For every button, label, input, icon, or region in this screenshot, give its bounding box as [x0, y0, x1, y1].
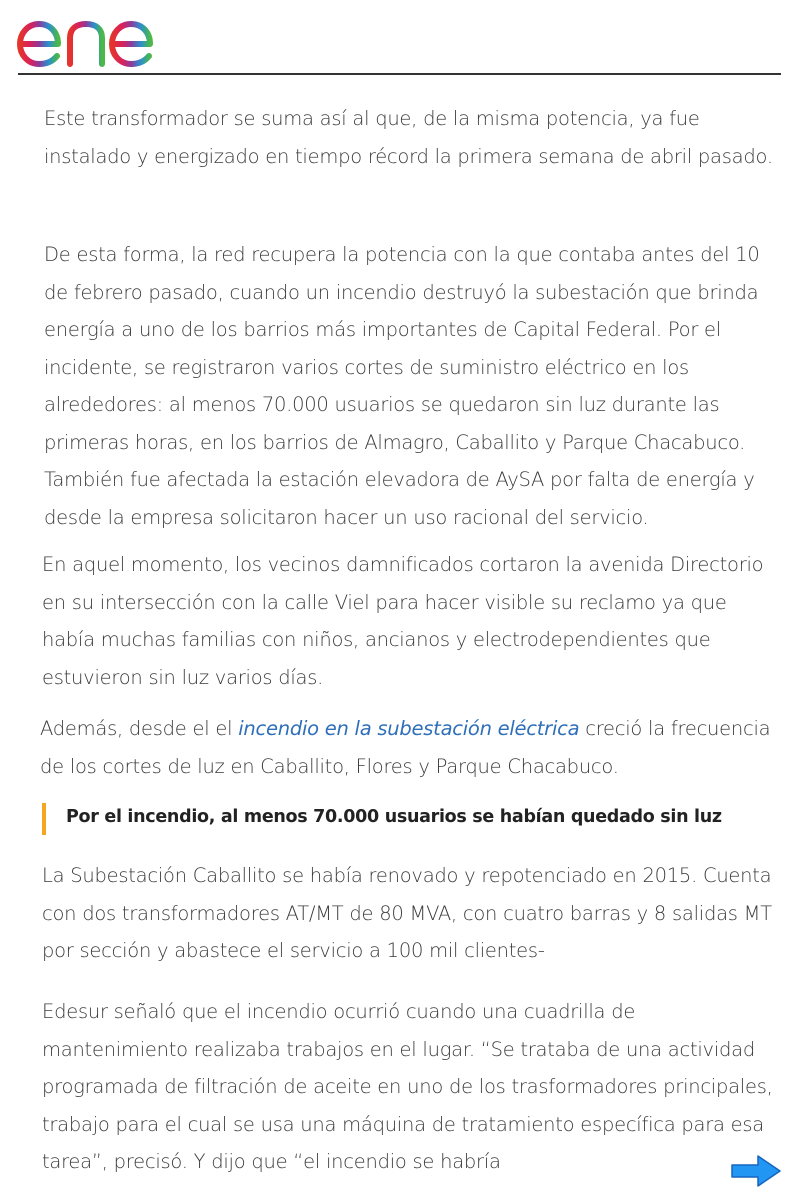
pull-quote [42, 803, 782, 835]
article-paragraph: La Subestación Caballito se había renovado y repotenciado en 2015. Cuenta con dos transformadores AT/MT de 80 MVA, con cuatro barras y 8 salidas MT por sección y abastece el servicio a 100 mil clientes- [42, 864, 772, 962]
article-paragraph: De esta forma, la red recupera la potencia con la que contaba antes del 10 de febrero pasado, cuando un incendio destruyó la subestación que brinda energía a uno de los barrios más importantes de Capital Federal. Por el incidente, se registraron varios cortes de suministro eléctrico en los alrededores: al menos 70.000 usuarios se quedaron sin luz durante las primeras horas, en los barrios de Almagro, Caballito y Parque Chacabuco. También fue afectada la estación elevadora de AySA por falta de energía y desde la empresa solicitaron hacer un uso racional del servicio. [44, 243, 760, 529]
quote-accent-bar [42, 803, 46, 835]
enel-logo[interactable] [14, 6, 184, 70]
arrow-right-icon [730, 1153, 782, 1189]
article-paragraph: Este transformador se suma así al que, de la misma potencia, ya fue instalado y energizado en tiempo récord la primera semana de abril pasado. [44, 107, 773, 168]
article-paragraph: Edesur señaló que el incendio ocurrió cuando una cuadrilla de mantenimiento realizaba trabajos en el lugar. “Se trataba de una actividad programada de filtración de aceite en uno de los trasformadores principales, trabajo para el cual se usa una máquina de tratamiento específica para esa tarea”, precisó. Y dijo que “el incendio se habría [42, 1000, 773, 1173]
article-paragraph: En aquel momento, los vecinos damnificados cortaron la avenida Directorio en su intersección con la calle Viel para hacer visible su reclamo ya que había muchas familias con niños, ancianos y electrodependientes que estuvieron sin luz varios días. [42, 553, 764, 689]
next-page-button[interactable] [730, 1153, 782, 1189]
paragraph-text: creció la frecuencia de los cortes de luz en Caballito, Flores y Parque Chacabuco. [40, 717, 771, 778]
pull-quote-text: Por el incendio, al menos 70.000 usuarios se habían quedado sin luz [66, 807, 722, 827]
paragraph-text: Además, desde el el [40, 717, 239, 740]
header-divider [18, 73, 781, 75]
article-paragraph [40, 710, 780, 785]
incendio-subestacion-link[interactable]: incendio en la subestación eléctrica [238, 717, 580, 740]
site-header [0, 0, 800, 76]
